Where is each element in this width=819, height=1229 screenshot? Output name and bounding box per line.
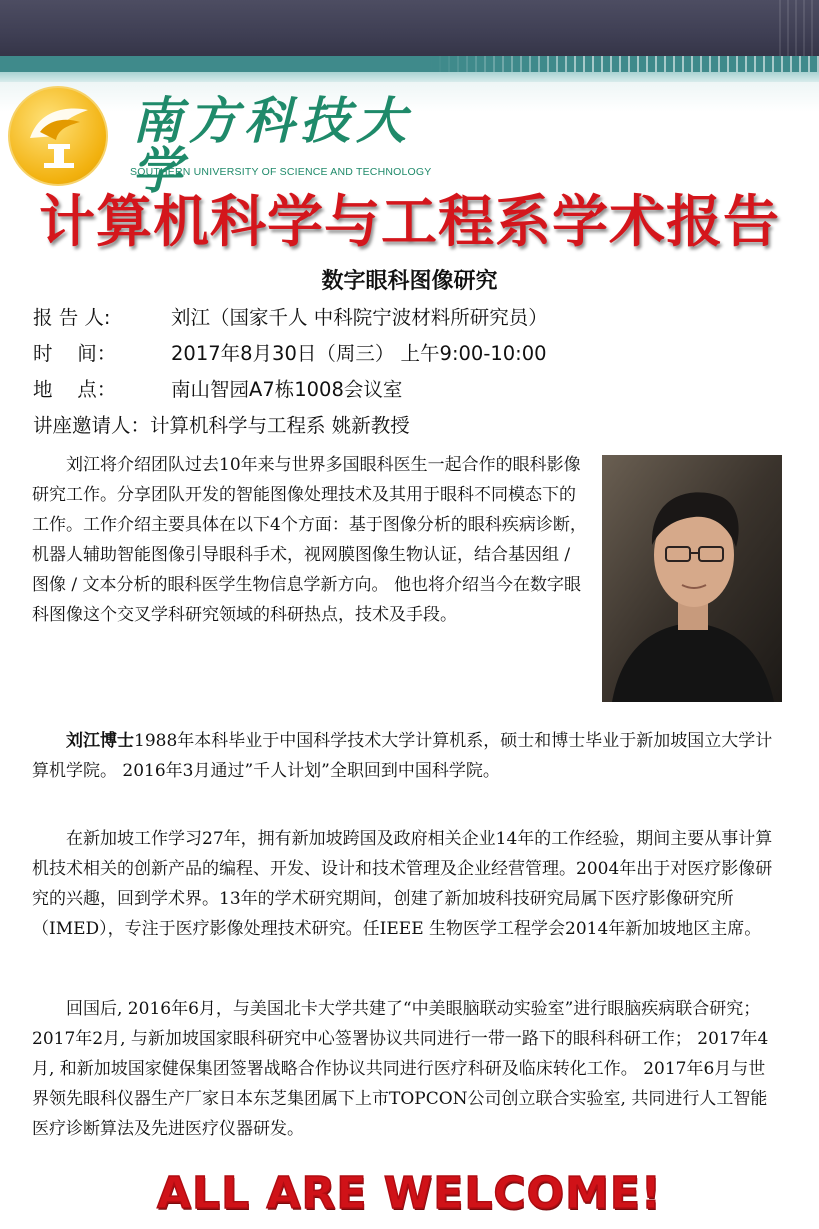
welcome-banner: ALL ARE WELCOME!	[157, 1168, 662, 1219]
bio-text: 1988年本科毕业于中国科学技术大学计算机系，硕士和博士毕业于新加坡国立大学计算机学院。 2016年3月通过”千人计划”全职回到中国科学院。	[32, 731, 773, 781]
place-row	[33, 372, 813, 408]
talk-info	[33, 300, 813, 444]
speaker-value: 刘江（国家千人 中科院宁波材料所研究员）	[171, 306, 548, 329]
talk-subtitle: 数字眼科图像研究	[321, 269, 498, 294]
banner-light-band	[0, 72, 819, 82]
career-paragraph: 在新加坡工作学习27年，拥有新加坡跨国及政府相关企业14年的工作经验，期间主要从事计算机技术相关的创新产品的编程、开发、设计和技术管理及企业经营管理。2004年出于对医疗影像研究的兴趣，回到学术界。13年的学术研究期间，创建了新加坡科技研究局属下医疗影像研究所（IMED），专注于医疗影像处理技术研究。任IEEE 生物医学工程学会2014年新加坡地区主席。	[32, 829, 773, 939]
place-value: 南山智园A7栋1008会议室	[171, 378, 403, 401]
speaker-row	[33, 300, 813, 336]
university-name-cn: 南方科技大学	[132, 91, 412, 200]
page-title: 计算机科学与工程系学术报告	[39, 190, 780, 255]
time-value: 2017年8月30日（周三） 上午9:00-10:00	[171, 342, 547, 365]
bio-paragraph	[32, 726, 782, 786]
speaker-name-bold: 刘江博士	[66, 731, 134, 751]
speaker-portrait-icon	[602, 455, 782, 702]
host-value: 计算机科学与工程系 姚新教授	[150, 414, 410, 437]
achievements-paragraph: 回国后, 2016年6月，与美国北卡大学共建了“中美眼脑联动实验室”进行眼脑疾病联合研究； 2017年2月, 与新加坡国家眼科研究中心签署协议共同进行一带一路下的眼科科研工作； 2017年4月, 和新加坡国家健保集团签署战略合作协议共同进行医疗科研及临床转化工作。 2017年6月与世界领先眼科仪器生产厂家日本东芝集团属下上市TOPCON公司创立联合实验室, 共同进行人工智能医疗诊断算法及先进医疗仪器研发。	[32, 999, 769, 1139]
host-label: 讲座邀请人：	[33, 414, 151, 437]
speaker-label: 报 告 人:	[33, 306, 111, 329]
time-row	[33, 336, 813, 372]
header-banner	[0, 0, 819, 56]
sustech-torch-logo-icon	[8, 86, 108, 186]
banner-stripes	[779, 0, 819, 56]
host-row	[33, 408, 813, 444]
university-name-en: SOUTHERN UNIVERSITY OF SCIENCE AND TECHNOLOGY	[130, 166, 432, 178]
place-label: 地 点：	[33, 378, 117, 401]
abstract-paragraph: 刘江将介绍团队过去10年来与世界多国眼科医生一起合作的眼科影像研究工作。分享团队开发的智能图像处理技术及其用于眼科不同模态下的工作。工作介绍主要具体在以下4个方面：基于图像分析的眼科疾病诊断，机器人辅助智能图像引导眼科手术，视网膜图像生物认证，结合基因组 / 图像 / 文本分析的眼科医学生物信息学新方向。 他也将介绍当今在数字眼科图像这个交叉学科研究领域的科研热点，技术及手段。	[32, 455, 587, 625]
time-label: 时 间：	[33, 342, 117, 365]
